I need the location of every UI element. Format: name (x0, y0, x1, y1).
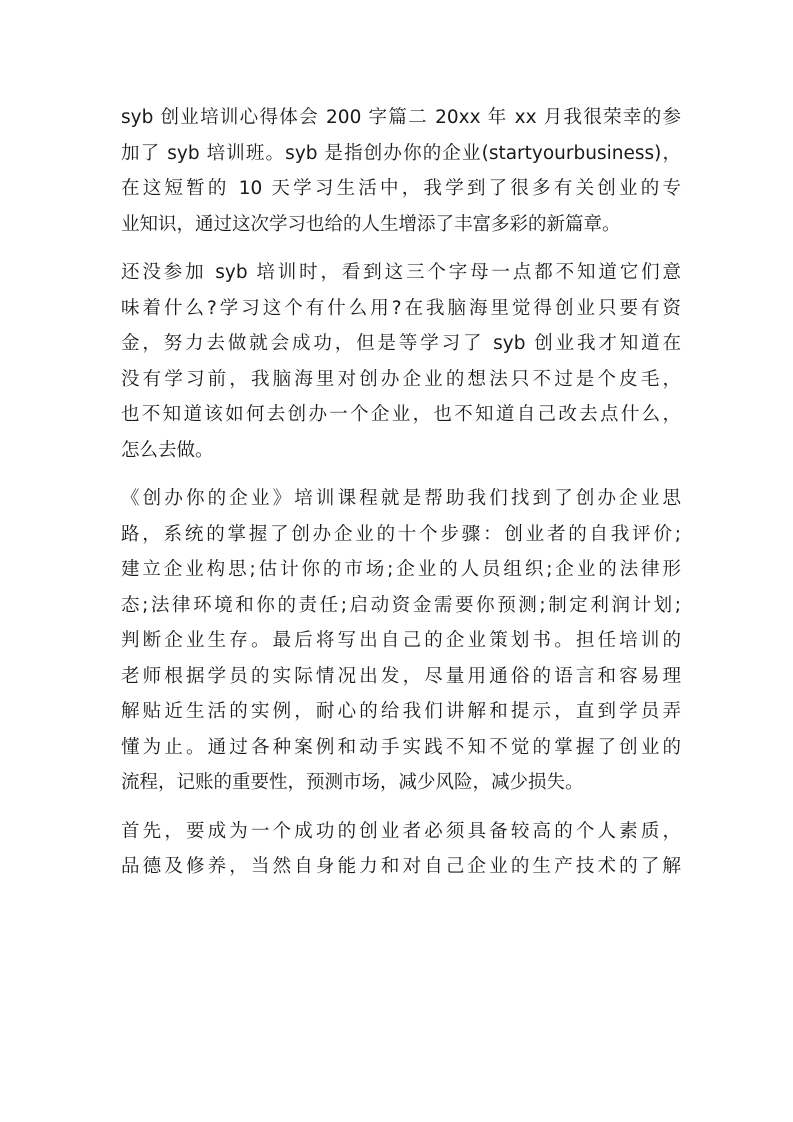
paragraph-1 (121, 100, 681, 242)
text-line: 业知识，通过这次学习也给的人生增添了丰富多彩的新篇章。 (121, 213, 621, 235)
text-line: 路，系统的掌握了创办企业的十个步骤：创业者的自我评价; (121, 523, 681, 545)
text-line: 懂为止。通过各种案例和动手实践不知不觉的掌握了创业的 (121, 736, 681, 758)
text-line: 金，努力去做就会成功，但是等学习了 syb 创业我才知道在 (121, 333, 681, 354)
text-line: 味着什么?学习这个有什么用?在我脑海里觉得创业只要有资 (121, 297, 681, 319)
text-line: 流程，记账的重要性，预测市场，减少风险，减少损失。 (121, 772, 584, 793)
text-line: syb 创业培训心得体会 200 字篇二 20xx 年 xx 月我很荣幸的参 (121, 107, 681, 128)
text-line: 也不知道该如何去创办一个企业，也不知道自己改去点什么， (121, 404, 681, 425)
document-body (121, 100, 681, 898)
text-line: 在这短暂的 10 天学习生活中，我学到了很多有关创业的专 (121, 178, 681, 199)
text-line: 怎么去做。 (121, 439, 214, 461)
text-line: 判断企业生存。最后将写出自己的企业策划书。担任培训的 (121, 630, 681, 651)
paragraph-3 (121, 481, 681, 801)
text-line: 首先，要成为一个成功的创业者必须具备较高的个人素质， (121, 820, 681, 842)
text-line: 态;法律环境和你的责任;启动资金需要你预测;制定利润计划; (121, 594, 681, 616)
text-line: 品德及修养，当然自身能力和对自己企业的生产技术的了解 (121, 856, 681, 877)
text-line: 老师根据学员的实际情况出发，尽量用通俗的语言和容易理 (121, 665, 681, 687)
text-line: 解贴近生活的实例，耐心的给我们讲解和提示，直到学员弄 (121, 701, 681, 722)
text-line: 建立企业构思;估计你的市场;企业的人员组织;企业的法律形 (121, 559, 681, 580)
paragraph-2 (121, 255, 681, 468)
paragraph-4 (121, 814, 681, 885)
text-line: 还没参加 syb 培训时，看到这三个字母一点都不知道它们意 (121, 262, 681, 283)
text-line: 没有学习前，我脑海里对创办企业的想法只不过是个皮毛， (121, 368, 681, 390)
text-line: 《创办你的企业》培训课程就是帮助我们找到了创办企业思 (121, 488, 681, 509)
text-line: 加了 syb 培训班。syb 是指创办你的企业(startyourbusiness)， (121, 142, 681, 164)
